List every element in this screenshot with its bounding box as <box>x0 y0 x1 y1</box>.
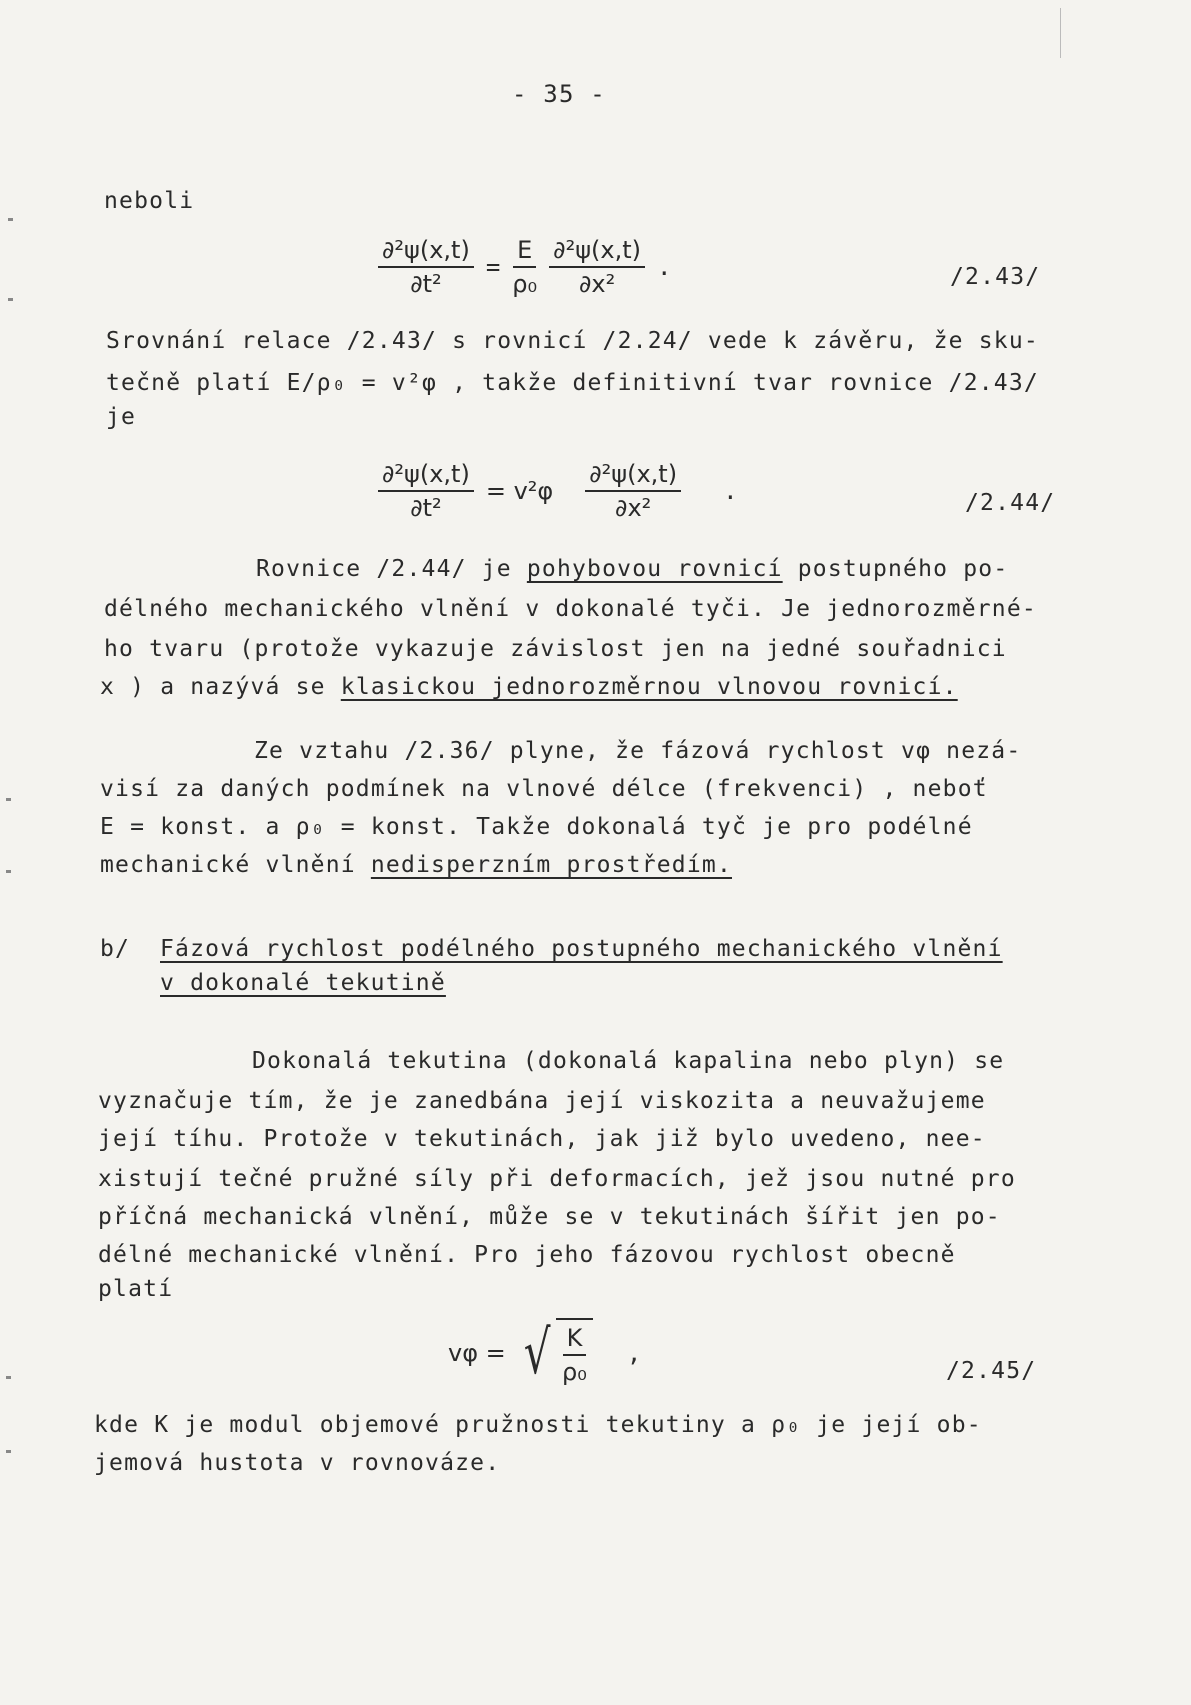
eq245-label: /2.45/ <box>946 1358 1037 1384</box>
term-pohybova-rovnice: pohybovou rovnicí <box>526 556 783 582</box>
eq244-rhs: $\frac{\text{∂²ψ(x,t)}}{\text{∂x²}}$ <box>585 460 681 522</box>
para1-line3: je <box>106 404 137 430</box>
margin-mark <box>8 298 13 301</box>
margin-mark <box>8 218 13 221</box>
equation-2-43: $\frac{\text{∂²ψ(x,t)}}{\text{∂t²}}$ = $\frac{E}{\text{ρ₀}}$ $\frac{\text{∂²ψ(x,t)}}{\text{∂x²}}$ . <box>378 236 671 298</box>
term-nedisperzni-prostredi: nedisperzním prostředím. <box>370 852 732 878</box>
sqrt-symbol: √ $\frac{K}{\text{ρ₀}}$ <box>518 1318 593 1388</box>
para4-line1: Dokonalá tekutina (dokonalá kapalina nebo plyn) se <box>252 1048 1005 1074</box>
para3-line1: Ze vztahu /2.36/ plyne, že fázová rychlost vφ nezá- <box>254 738 1022 764</box>
para4-line6: délné mechanické vlnění. Pro jeho fázovou rychlost obecně <box>98 1242 956 1268</box>
margin-mark <box>6 798 11 801</box>
para2-line1: Rovnice /2.44/ je pohybovou rovnicí postupného po- <box>256 556 1009 582</box>
eq243-coef: $\frac{E}{\text{ρ₀}}$ <box>512 236 538 298</box>
para1-line1: Srovnání relace /2.43/ s rovnicí /2.24/ vede k závěru, že sku- <box>106 328 1039 354</box>
section-b-title-line1: Fázová rychlost podélného postupného mechanického vlnění <box>160 936 1003 962</box>
para3-line3: E = konst. a ρ₀ = konst. Takže dokonalá tyč je pro podélné <box>100 814 973 840</box>
para3-line2: visí za daných podmínek na vlnové délce (frekvenci) , neboť <box>100 776 988 802</box>
equation-2-45: vφ = √ $\frac{K}{\text{ρ₀}}$ , <box>448 1318 642 1388</box>
term-klasicka-vlnova-rovnice: klasickou jednorozměrnou vlnovou rovnicí. <box>340 674 958 700</box>
para2-line2: délného mechanického vlnění v dokonalé tyči. Je jednorozměrné- <box>104 596 1037 622</box>
para4-line4: xistují tečné pružné síly při deformacích, jež jsou nutné pro <box>98 1166 1016 1192</box>
section-b-title-line2: v dokonalé tekutině <box>160 970 446 996</box>
para4-line3: její tíhu. Protože v tekutinách, jak již bylo uvedeno, nee- <box>98 1126 986 1152</box>
eq244-label: /2.44/ <box>965 490 1056 516</box>
para2-line3: ho tvaru (protože vykazuje závislost jen na jedné souřadnici <box>104 636 1007 662</box>
intro-word: neboli <box>104 188 195 214</box>
para4-line2: vyznačuje tím, že je zanedbána její viskozita a neuvažujeme <box>98 1088 986 1114</box>
margin-mark <box>6 1376 11 1379</box>
para2-line4: x ) a nazývá se klasickou jednorozměrnou vlnovou rovnicí. <box>100 674 958 700</box>
eq243-label: /2.43/ <box>950 264 1041 290</box>
eq243-rhs: $\frac{\text{∂²ψ(x,t)}}{\text{∂x²}}$ <box>549 236 645 298</box>
edge-line <box>1060 8 1061 58</box>
equation-2-44: $\frac{\text{∂²ψ(x,t)}}{\text{∂t²}}$ = v²φ $\frac{\text{∂²ψ(x,t)}}{\text{∂x²}}$ . <box>378 460 738 522</box>
para4-line7: platí <box>98 1276 174 1302</box>
margin-mark <box>6 1450 11 1453</box>
section-b-marker: b/ <box>100 936 131 962</box>
para5-line2: jemová hustota v rovnováze. <box>94 1450 501 1476</box>
eq245-fraction: $\frac{K}{\text{ρ₀}}$ <box>562 1324 587 1386</box>
para5-line1: kde K je modul objemové pružnosti tekutiny a ρ₀ je její ob- <box>94 1412 982 1438</box>
para3-line4: mechanické vlnění nedisperzním prostředím. <box>100 852 732 878</box>
margin-mark <box>6 870 11 873</box>
para1-line2: tečně platí E/ρ₀ = v²φ , takže definitivní tvar rovnice /2.43/ <box>106 370 1039 396</box>
page-number: - 35 - <box>512 80 606 108</box>
eq244-lhs: $\frac{\text{∂²ψ(x,t)}}{\text{∂t²}}$ <box>378 460 474 522</box>
para4-line5: příčná mechanická vlnění, může se v tekutinách šířit jen po- <box>98 1204 1001 1230</box>
eq243-lhs: $\frac{\text{∂²ψ(x,t)}}{\text{∂t²}}$ <box>378 236 474 298</box>
